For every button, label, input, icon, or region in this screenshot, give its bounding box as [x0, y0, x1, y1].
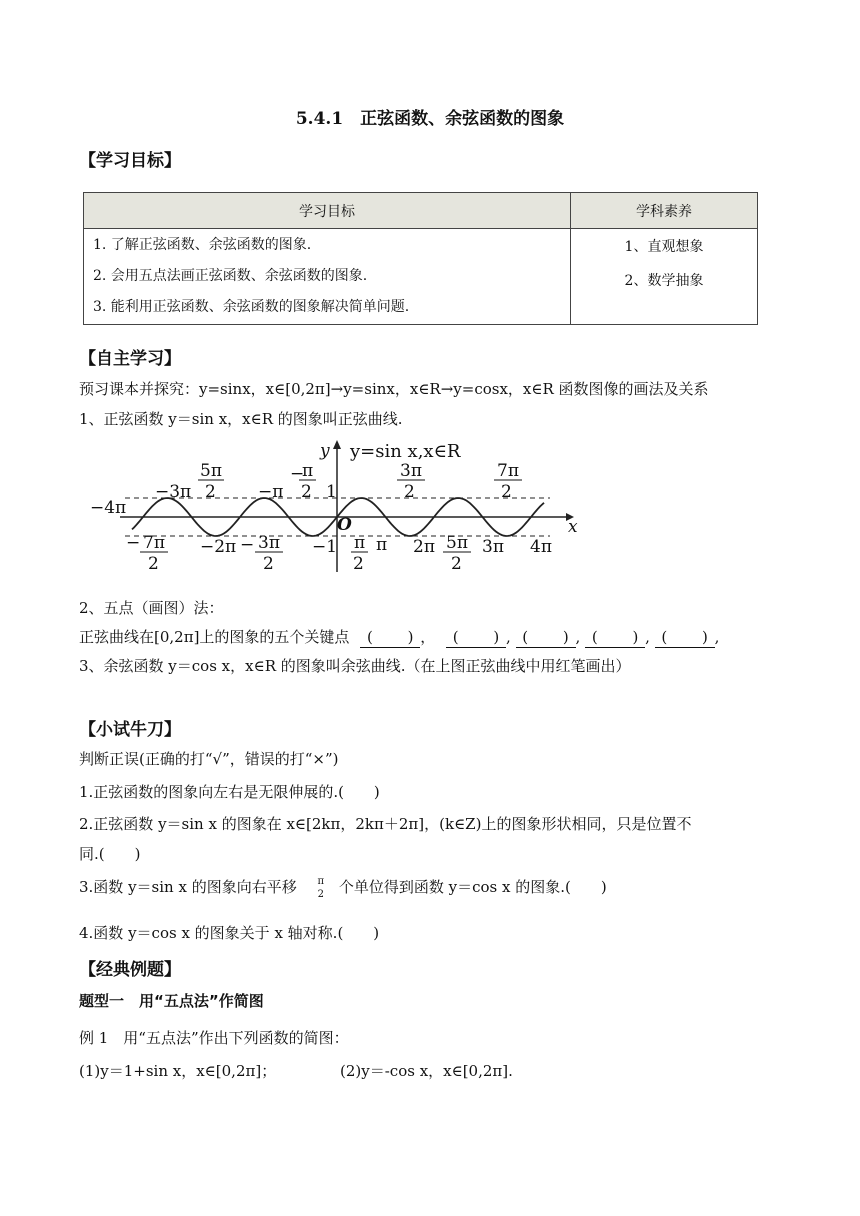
frac-den: 2: [301, 482, 312, 502]
literacy-item: 2、数学抽象: [624, 273, 704, 289]
question-3-text: 3.函数 y＝sin x 的图象向右平移: [79, 878, 297, 896]
preview-text: 预习课本并探究：y=sinx，x∈[0,2π]→y=sinx，x∈R→y=cosx，x∈R 函数图像的画法及关系: [79, 380, 709, 398]
function-label: y=sin x,x∈R: [350, 441, 461, 462]
frac-den: 2: [501, 482, 512, 502]
example-1-part-b: (2)y＝-cos x，x∈[0,2π].: [340, 1062, 513, 1080]
five-point-heading: 2、五点（画图）法：: [79, 599, 224, 617]
frac-sign: −: [240, 535, 255, 555]
literacy-cell: [571, 229, 758, 325]
sine-graph: [90, 436, 600, 576]
literacy-item: 1、直观想象: [624, 239, 704, 255]
question-2: 2.正弦函数 y＝sin x 的图象在 x∈[2kπ，2kπ＋2π]，(k∈Z)上的图象形状相同，只是位置不: [79, 815, 692, 833]
frac-num: 3π: [258, 533, 280, 553]
tick-label: −π: [258, 482, 284, 502]
section-heading-quick-test: 【小试牛刀】: [79, 720, 181, 740]
key-point-blank[interactable]: ( ): [516, 626, 576, 648]
goals-table: [83, 192, 758, 325]
key-point-blank[interactable]: ( ): [585, 626, 645, 648]
key-point-blank[interactable]: ( ): [446, 626, 506, 648]
origin-label: O: [337, 515, 352, 535]
question-1: 1.正弦函数的图象向左右是无限伸展的.( ): [79, 783, 380, 801]
x-axis-label: x: [568, 517, 578, 537]
frac-num: 3π: [400, 461, 422, 481]
frac-num: 7π: [497, 461, 519, 481]
example-1-part-a: (1)y＝1+sin x，x∈[0,2π]；: [79, 1062, 277, 1080]
five-point-text: 正弦曲线在[0,2π]上的图象的五个关键点: [79, 628, 350, 646]
frac-den: 2: [451, 554, 462, 574]
table-header-literacy: 学科素养: [571, 193, 758, 229]
frac-den: 2: [353, 554, 364, 574]
tick-label: 4π: [530, 537, 552, 557]
frac-num: 5π: [200, 461, 222, 481]
section-heading-self-study: 【自主学习】: [79, 349, 181, 369]
sine-curve-def: 1、正弦函数 y＝sin x，x∈R 的图象叫正弦曲线.: [79, 410, 403, 428]
cosine-curve-def: 3、余弦函数 y＝cos x，x∈R 的图象叫余弦曲线.（在上图正弦曲线中用红笔画出）: [79, 657, 631, 675]
five-point-line: 正弦曲线在[0,2π]上的图象的五个关键点 ( ) ， ( ) , ( ) , ( ) , ( ) ,: [79, 628, 720, 646]
tick-label: 3π: [482, 537, 504, 557]
goal-item: 2. 会用五点法画正弦函数、余弦函数的图象.: [93, 268, 368, 284]
tick-label: −1: [312, 537, 338, 557]
tick-label: π: [376, 535, 388, 555]
frac-den: 2: [205, 482, 216, 502]
frac-num: π: [302, 461, 314, 481]
pi-over-2-fraction: π 2: [317, 876, 325, 900]
frac-num: 5π: [446, 533, 468, 553]
goal-item: 1. 了解正弦函数、余弦函数的图象.: [93, 237, 312, 253]
section-heading-goals: 【学习目标】: [79, 151, 181, 171]
key-point-blank[interactable]: ( ): [655, 626, 715, 648]
frac-num: 7π: [143, 533, 165, 553]
table-header-goals: 学习目标: [84, 193, 571, 229]
tick-label: −3π: [155, 482, 192, 502]
frac-num: π: [354, 533, 366, 553]
y-axis-arrow: [333, 440, 341, 449]
question-2-cont: 同.( ): [79, 845, 141, 863]
tick-label: 2π: [413, 537, 435, 557]
example-1: 例 1 用“五点法”作出下列函数的简图：: [79, 1029, 349, 1047]
frac-sign: −: [290, 464, 305, 484]
question-4: 4.函数 y＝cos x 的图象关于 x 轴对称.( ): [79, 924, 380, 942]
y-axis-label: y: [320, 441, 330, 461]
goal-item: 3. 能利用正弦函数、余弦函数的图象解决简单问题.: [93, 299, 410, 315]
tick-label: −2π: [200, 537, 237, 557]
question-3-text-end: 个单位得到函数 y＝cos x 的图象.( ): [338, 878, 607, 896]
problem-type-1: 题型一 用“五点法”作简图: [79, 992, 264, 1010]
goals-cell: [84, 229, 571, 325]
section-heading-examples: 【经典例题】: [79, 960, 181, 980]
question-3: [79, 875, 607, 901]
tick-label: −4π: [90, 498, 127, 518]
frac-den: 2: [263, 554, 274, 574]
tick-label: 1: [326, 482, 337, 502]
quick-test-intro: 判断正误(正确的打“√”，错误的打“×”): [79, 750, 339, 768]
frac-den: 2: [148, 554, 159, 574]
frac-den: 2: [404, 482, 415, 502]
frac-sign: −: [126, 533, 141, 553]
key-point-blank[interactable]: ( ): [360, 626, 420, 648]
page-title: 5.4.1 正弦函数、余弦函数的图象: [295, 109, 565, 129]
